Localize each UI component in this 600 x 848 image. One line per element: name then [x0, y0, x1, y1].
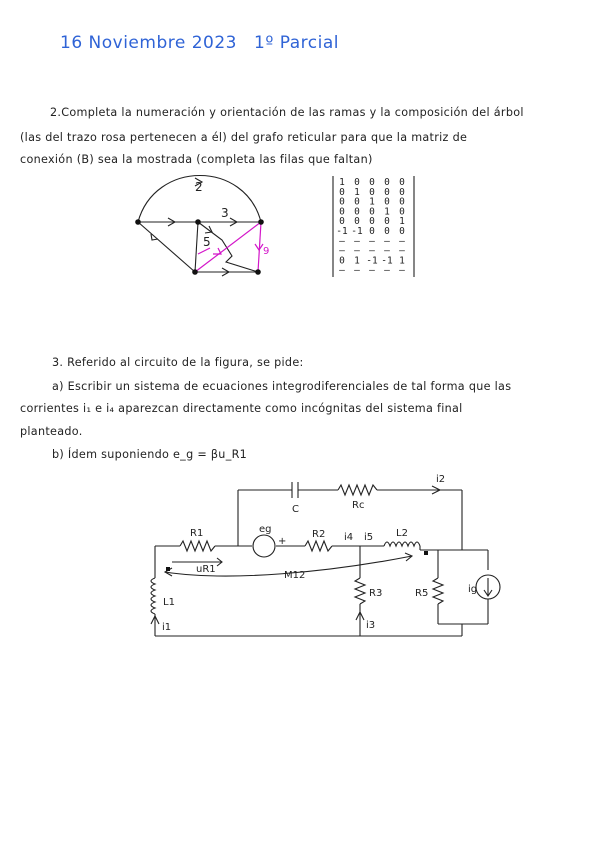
- problem3-line-5: b) Ídem suponiendo e_g = βu_R1: [52, 448, 248, 461]
- matrix-cell: –: [339, 235, 345, 247]
- label-i4: i4: [344, 532, 354, 543]
- label-ig: ig: [468, 584, 478, 595]
- problem3-line-1: 3. Referido al circuito de la figura, se pide:: [52, 356, 304, 369]
- matrix-cell: 1: [384, 206, 390, 218]
- matrix-cell: –: [369, 245, 375, 257]
- matrix-cell: –: [399, 245, 405, 257]
- label-l1: L1: [163, 597, 175, 608]
- matrix-cell: 0: [384, 196, 390, 208]
- label-i1: i1: [162, 622, 172, 633]
- label-i2: i2: [436, 474, 446, 485]
- dot-l1: [166, 567, 170, 571]
- matrix-cell: 0: [354, 177, 360, 188]
- inductor-l2: [384, 542, 420, 546]
- label-m12: M12: [284, 570, 306, 581]
- matrix-cell: 1: [399, 255, 405, 267]
- matrix-cell: 0: [369, 206, 375, 218]
- matrix-cell: 0: [339, 206, 345, 218]
- matrix-cell: 0: [339, 255, 345, 267]
- matrix-cell: 1: [399, 216, 405, 228]
- label-c: C: [292, 504, 299, 515]
- matrix-cell: 0: [354, 216, 360, 228]
- matrix-cell: –: [369, 265, 375, 277]
- matrix-cell: 0: [354, 196, 360, 208]
- label-ur1: uR1: [196, 564, 216, 575]
- matrix-cell: 1: [339, 177, 345, 188]
- label-branch-2: 2: [195, 180, 203, 194]
- label-rc: Rc: [352, 500, 365, 511]
- label-i5: i5: [364, 532, 374, 543]
- matrix-cell: -1: [351, 226, 363, 237]
- label-l2: L2: [396, 528, 408, 539]
- matrix-cell: 0: [339, 216, 345, 228]
- matrix-cell: 0: [399, 177, 405, 188]
- matrix-cell: 0: [369, 226, 375, 237]
- matrix-cell: –: [354, 235, 360, 247]
- label-eg: eg: [259, 524, 272, 535]
- matrix-cell: -1: [381, 255, 393, 267]
- matrix-cell: 1: [354, 186, 360, 198]
- label-branch-9: 9: [263, 246, 270, 257]
- matrix-cell: 0: [339, 196, 345, 208]
- matrix-cell: 0: [369, 186, 375, 198]
- matrix-cell: –: [399, 235, 405, 247]
- matrix-cell: –: [354, 245, 360, 257]
- matrix-cell: 0: [399, 226, 405, 237]
- matrix-cell: 0: [354, 206, 360, 218]
- exam-heading: 1º Parcial: [254, 33, 339, 53]
- label-r3: R3: [369, 588, 383, 599]
- matrix-cell: -1: [366, 255, 378, 267]
- matrix-cell: –: [384, 235, 390, 247]
- matrix-cell: 0: [384, 226, 390, 237]
- source-eg: [253, 535, 275, 557]
- label-i3: i3: [366, 620, 376, 631]
- resistor-rc: [338, 485, 377, 495]
- problem3-line-4: planteado.: [20, 425, 83, 438]
- problem3-line-2: a) Escribir un sistema de ecuaciones integrodiferenciales de tal forma que las: [52, 380, 512, 393]
- matrix-cell: –: [354, 265, 360, 277]
- matrix-cell: 0: [369, 216, 375, 228]
- matrix-cell: –: [339, 245, 345, 257]
- resistor-r2: [305, 541, 332, 551]
- matrix-cell: –: [384, 245, 390, 257]
- matrix-cell: 0: [399, 196, 405, 208]
- problem2-line-2: (las del trazo rosa pertenecen a él) del grafo reticular para que la matriz de: [20, 131, 468, 144]
- matrix-cell: 0: [399, 186, 405, 198]
- resistor-r5: [433, 578, 443, 604]
- matrix-cell: 1: [369, 196, 375, 208]
- inductor-l1: [151, 578, 155, 614]
- matrix-cell: -1: [336, 226, 348, 237]
- arrow-ig: [484, 578, 492, 596]
- matrix-cell: 0: [339, 186, 345, 198]
- label-r5: R5: [415, 588, 429, 599]
- matrix-cell: 0: [369, 177, 375, 188]
- matrix-cell: –: [369, 235, 375, 247]
- resistor-r1: [180, 541, 215, 551]
- date-heading: 16 Noviembre 2023: [60, 33, 237, 53]
- matrix-cell: 0: [384, 216, 390, 228]
- resistor-r3: [355, 578, 365, 604]
- matrix-cell: 1: [354, 255, 360, 267]
- label-eg-plus: +: [278, 536, 287, 547]
- matrix-cell: –: [384, 265, 390, 277]
- matrix-cell: –: [339, 265, 345, 277]
- label-r1: R1: [190, 528, 204, 539]
- matrix-cell: 0: [384, 186, 390, 198]
- matrix-cell: –: [399, 265, 405, 277]
- problem2-line-3: conexión (B) sea la mostrada (completa las filas que faltan): [20, 153, 373, 166]
- matrix-cell: 0: [399, 206, 405, 218]
- matrix-cell: 0: [384, 177, 390, 188]
- problem3-line-3: corrientes i₁ e i₄ aparezcan directamente como incógnitas del sistema final: [20, 402, 463, 415]
- label-branch-3: 3: [221, 206, 229, 220]
- label-r2: R2: [312, 529, 326, 540]
- label-branch-5: 5: [203, 235, 211, 249]
- problem2-line-1: 2.Completa la numeración y orientación de las ramas y la composición del árbol: [50, 106, 524, 119]
- dot-l2: [424, 551, 428, 555]
